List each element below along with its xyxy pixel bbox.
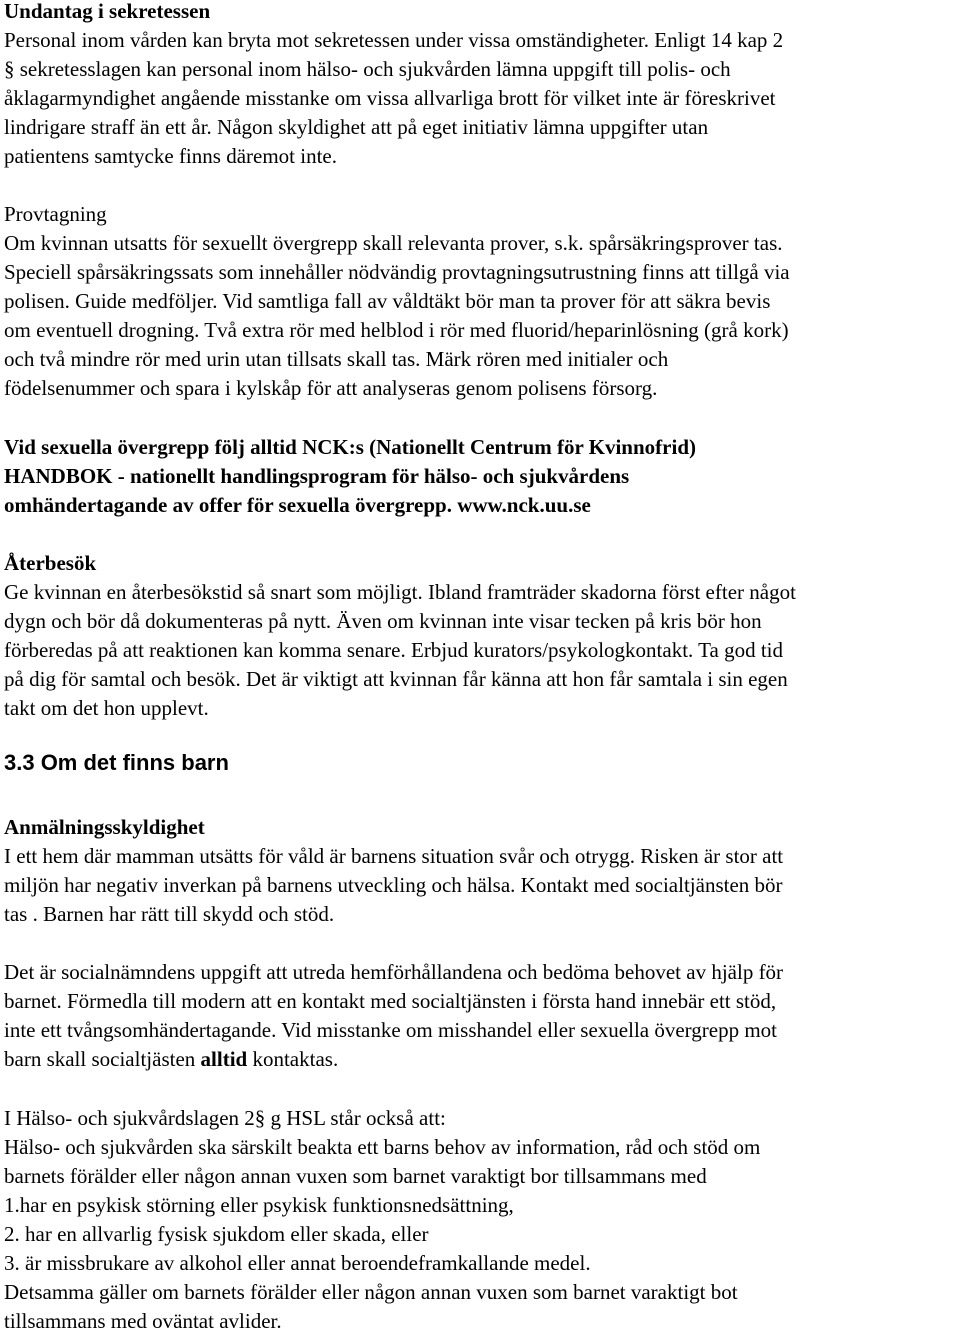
anmalan-line: miljön har negativ inverkan på barnens utveckling och hälsa. Kontakt med socialtjänsten bör — [4, 873, 783, 897]
aterbesok-line: Ge kvinnan en återbesökstid så snart som möjligt. Ibland framträder skadorna först efter något — [4, 580, 796, 604]
hsl-line: Detsamma gäller om barnets förälder eller någon annan vuxen som barnet varaktigt bot — [4, 1280, 738, 1304]
anmalan-line: I ett hem där mamman utsätts för våld är barnens situation svår och otrygg. Risken är stor att — [4, 844, 784, 868]
socialnamnd-line: barnet. Förmedla till modern att en kontakt med socialtjänsten i första hand innebär ett stöd, — [4, 989, 777, 1013]
socialnamnd-line: inte ett tvångsomhändertagande. Vid misstanke om misshandel eller sexuella övergrepp mot — [4, 1018, 778, 1042]
heading-provtagning: Provtagning — [4, 202, 107, 226]
hsl-line: 3. är missbrukare av alkohol eller annat beroendeframkallande medel. — [4, 1251, 591, 1275]
heading-sekretess: Undantag i sekretessen — [4, 0, 211, 23]
nck-line: omhändertagande av offer för sexuella övergrepp. www.nck.uu.se — [4, 493, 591, 517]
sekretess-line: § sekretesslagen kan personal inom hälso- och sjukvården lämna uppgift till polis- och — [4, 57, 731, 81]
sekretess-line: lindrigare straff än ett år. Någon skyldighet att på eget initiativ lämna uppgifter utan — [4, 115, 709, 139]
socialnamnd-text: kontaktas. — [247, 1047, 339, 1071]
hsl-line: barnets förälder eller någon annan vuxen som barnet varaktigt bor tillsammans med — [4, 1164, 707, 1188]
hsl-line: 1.har en psykisk störning eller psykisk funktionsnedsättning, — [4, 1193, 514, 1217]
socialnamnd-last-line — [4, 1045, 338, 1074]
nck-line: HANDBOK - nationellt handlingsprogram för hälso- och sjukvårdens — [4, 464, 630, 488]
hsl-line: 2. har en allvarlig fysisk sjukdom eller skada, eller — [4, 1222, 429, 1246]
socialnamnd-text: barn skall socialtjästen — [4, 1047, 201, 1071]
hsl-line: Hälso- och sjukvården ska särskilt beakta ett barns behov av information, råd och stöd om — [4, 1135, 761, 1159]
provtagning-line: om eventuell drogning. Två extra rör med helblod i rör med fluorid/heparinlösning (grå kork) — [4, 318, 789, 342]
nck-line: Vid sexuella övergrepp följ alltid NCK:s (Nationellt Centrum för Kvinnofrid) — [4, 435, 696, 459]
aterbesok-line: förberedas på att reaktionen kan komma senare. Erbjud kurators/psykologkontakt. Ta god tid — [4, 638, 784, 662]
aterbesok-line: dygn och bör då dokumenteras på nytt. Även om kvinnan inte visar tecken på kris bör hon — [4, 609, 762, 633]
hsl-line: tillsammans med oväntat avlider. — [4, 1309, 282, 1333]
heading-anmalan: Anmälningsskyldighet — [4, 815, 205, 839]
provtagning-line: Om kvinnan utsatts för sexuellt övergrepp skall relevanta prover, s.k. spårsäkringsprover tas. — [4, 231, 783, 255]
provtagning-line: polisen. Guide medföljer. Vid samtliga fall av våldtäkt bör man ta prover för att säkra bevis — [4, 289, 771, 313]
provtagning-line: födelsenummer och spara i kylskåp för att analyseras genom polisens försorg. — [4, 376, 658, 400]
sekretess-line: patientens samtycke finns däremot inte. — [4, 144, 337, 168]
aterbesok-line: takt om det hon upplevt. — [4, 696, 209, 720]
aterbesok-line: på dig för samtal och besök. Det är viktigt att kvinnan får känna att hon får samtala i sin egen — [4, 667, 788, 691]
heading-aterbesok: Återbesök — [4, 551, 97, 575]
sekretess-line: Personal inom vården kan bryta mot sekretessen under vissa omständigheter. Enligt 14 kap 2 — [4, 28, 784, 52]
socialnamnd-line: Det är socialnämndens uppgift att utreda hemförhållandena och bedöma behovet av hjälp för — [4, 960, 784, 984]
sekretess-line: åklagarmyndighet angående misstanke om vissa allvarliga brott för vilket inte är föreskrivet — [4, 86, 776, 110]
anmalan-line: tas . Barnen har rätt till skydd och stöd. — [4, 902, 335, 926]
provtagning-line: och två mindre rör med urin utan tillsats skall tas. Märk rören med initialer och — [4, 347, 669, 371]
provtagning-line: Speciell spårsäkringssats som innehåller nödvändig provtagningsutrustning finns att tillgå via — [4, 260, 790, 284]
section-title: 3.3 Om det finns barn — [4, 750, 229, 775]
emphasis-alltid: alltid — [200, 1047, 248, 1071]
hsl-line: I Hälso- och sjukvårdslagen 2§ g HSL står också att: — [4, 1106, 446, 1130]
